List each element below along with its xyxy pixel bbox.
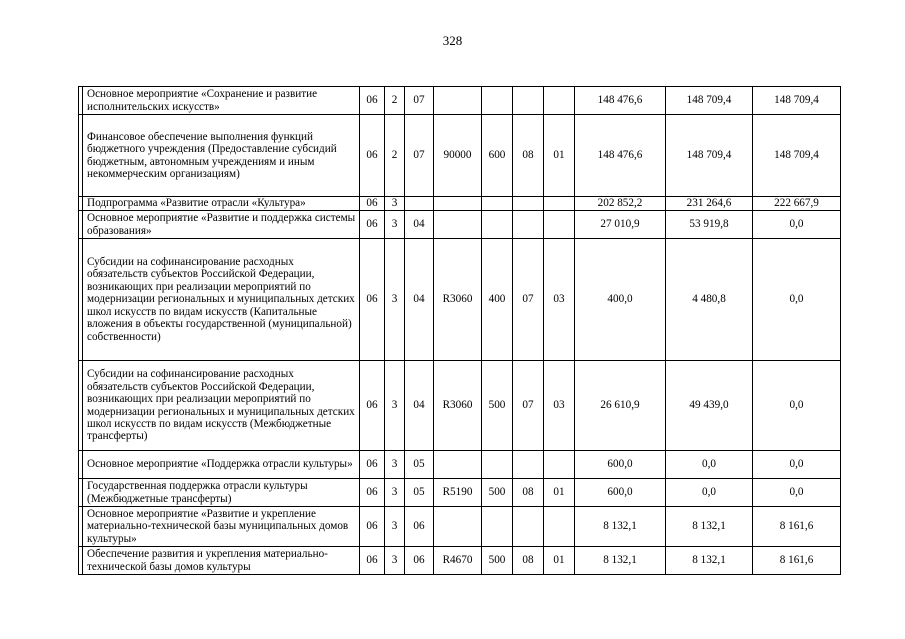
amount-year-1: 148 476,6: [575, 115, 666, 197]
code-expense-type: [482, 87, 513, 115]
code-section: [513, 507, 544, 547]
code-direction: [434, 451, 482, 479]
code-subsection: [544, 211, 575, 239]
code-chapter: 06: [360, 115, 385, 197]
item-name: Финансовое обеспечение выполнения функций бюджетного учреждения (Предоставление субсидий бюджетным, автономным учреждениям и иным некоммерческим организациям): [83, 115, 360, 197]
code-section: [513, 197, 544, 211]
amount-year-3: 8 161,6: [753, 507, 841, 547]
code-subprogram: 3: [385, 547, 405, 575]
code-subsection: 03: [544, 361, 575, 451]
item-name: Основное мероприятие «Развитие и поддержка системы образования»: [83, 211, 360, 239]
amount-year-3: 0,0: [753, 361, 841, 451]
code-subsection: [544, 197, 575, 211]
code-chapter: 06: [360, 547, 385, 575]
code-subsection: [544, 451, 575, 479]
table-row: [79, 361, 841, 451]
code-expense-type: 500: [482, 479, 513, 507]
code-chapter: 06: [360, 507, 385, 547]
amount-year-1: 26 610,9: [575, 361, 666, 451]
amount-year-2: 8 132,1: [666, 507, 753, 547]
amount-year-2: 231 264,6: [666, 197, 753, 211]
amount-year-3: 0,0: [753, 451, 841, 479]
item-name: Подпрограмма «Развитие отрасли «Культура»: [83, 197, 360, 211]
code-subprogram: 3: [385, 211, 405, 239]
code-activity: [405, 197, 434, 211]
code-section: 08: [513, 479, 544, 507]
amount-year-1: 27 010,9: [575, 211, 666, 239]
code-expense-type: [482, 211, 513, 239]
code-section: 08: [513, 547, 544, 575]
item-name: Основное мероприятие «Поддержка отрасли культуры»: [83, 451, 360, 479]
code-direction: R3060: [434, 361, 482, 451]
amount-year-1: 400,0: [575, 239, 666, 361]
table-row: [79, 547, 841, 575]
code-subprogram: 3: [385, 239, 405, 361]
table-row: [79, 197, 841, 211]
code-direction: [434, 197, 482, 211]
code-subprogram: 3: [385, 479, 405, 507]
amount-year-2: 0,0: [666, 451, 753, 479]
code-section: [513, 87, 544, 115]
code-subprogram: 3: [385, 197, 405, 211]
code-direction: [434, 211, 482, 239]
amount-year-1: 8 132,1: [575, 547, 666, 575]
amount-year-3: 0,0: [753, 211, 841, 239]
code-expense-type: [482, 197, 513, 211]
amount-year-3: 0,0: [753, 479, 841, 507]
code-direction: [434, 507, 482, 547]
amount-year-3: 0,0: [753, 239, 841, 361]
code-section: 08: [513, 115, 544, 197]
code-subsection: [544, 507, 575, 547]
amount-year-2: 8 132,1: [666, 547, 753, 575]
budget-table: [78, 86, 841, 575]
amount-year-3: 148 709,4: [753, 87, 841, 115]
code-activity: 04: [405, 211, 434, 239]
amount-year-2: 148 709,4: [666, 115, 753, 197]
table-row: [79, 507, 841, 547]
item-name: Основное мероприятие «Развитие и укрепление материально-технической базы муниципальных домов культуры»: [83, 507, 360, 547]
amount-year-1: 202 852,2: [575, 197, 666, 211]
amount-year-2: 53 919,8: [666, 211, 753, 239]
code-direction: 90000: [434, 115, 482, 197]
item-name: Обеспечение развития и укрепления материально-технической базы домов культуры: [83, 547, 360, 575]
code-subsection: [544, 87, 575, 115]
code-expense-type: [482, 451, 513, 479]
code-activity: 04: [405, 361, 434, 451]
amount-year-1: 600,0: [575, 479, 666, 507]
code-expense-type: 500: [482, 547, 513, 575]
table-row: [79, 115, 841, 197]
code-activity: 07: [405, 87, 434, 115]
code-chapter: 06: [360, 197, 385, 211]
code-chapter: 06: [360, 361, 385, 451]
table-row: [79, 479, 841, 507]
item-name: Государственная поддержка отрасли культуры (Межбюджетные трансферты): [83, 479, 360, 507]
code-section: 07: [513, 361, 544, 451]
amount-year-1: 600,0: [575, 451, 666, 479]
code-subsection: 01: [544, 547, 575, 575]
code-activity: 06: [405, 507, 434, 547]
code-chapter: 06: [360, 451, 385, 479]
table-row: [79, 239, 841, 361]
code-direction: R3060: [434, 239, 482, 361]
code-activity: 07: [405, 115, 434, 197]
code-expense-type: 600: [482, 115, 513, 197]
amount-year-3: 8 161,6: [753, 547, 841, 575]
item-name: Субсидии на софинансирование расходных обязательств субъектов Российской Федерации, возникающих при реализации мероприятий по модернизации региональных и муниципальных детских школ искусств по видам искусств (Капитальные вложения в объекты государственной (муниципальной) собственности): [83, 239, 360, 361]
code-activity: 06: [405, 547, 434, 575]
code-section: 07: [513, 239, 544, 361]
code-chapter: 06: [360, 211, 385, 239]
code-chapter: 06: [360, 479, 385, 507]
amount-year-2: 0,0: [666, 479, 753, 507]
table-row: [79, 211, 841, 239]
amount-year-1: 148 476,6: [575, 87, 666, 115]
code-activity: 05: [405, 451, 434, 479]
item-name: Основное мероприятие «Сохранение и развитие исполнительских искусств»: [83, 87, 360, 115]
page-number: 328: [442, 33, 463, 48]
amount-year-3: 148 709,4: [753, 115, 841, 197]
code-direction: [434, 87, 482, 115]
code-subprogram: 2: [385, 87, 405, 115]
amount-year-2: 49 439,0: [666, 361, 753, 451]
table-row: [79, 451, 841, 479]
amount-year-3: 222 667,9: [753, 197, 841, 211]
code-direction: R5190: [434, 479, 482, 507]
code-subprogram: 3: [385, 451, 405, 479]
code-subsection: 01: [544, 479, 575, 507]
code-chapter: 06: [360, 87, 385, 115]
amount-year-1: 8 132,1: [575, 507, 666, 547]
code-section: [513, 211, 544, 239]
table-row: [79, 87, 841, 115]
code-activity: 05: [405, 479, 434, 507]
code-subprogram: 2: [385, 115, 405, 197]
code-direction: R4670: [434, 547, 482, 575]
item-name: Субсидии на софинансирование расходных обязательств субъектов Российской Федерации, возникающих при реализации мероприятий по модернизации региональных и муниципальных детских школ искусств по видам искусств (Межбюджетные трансферты): [83, 361, 360, 451]
code-section: [513, 451, 544, 479]
code-subprogram: 3: [385, 361, 405, 451]
code-activity: 04: [405, 239, 434, 361]
code-subsection: 03: [544, 239, 575, 361]
code-subprogram: 3: [385, 507, 405, 547]
code-subsection: 01: [544, 115, 575, 197]
amount-year-2: 148 709,4: [666, 87, 753, 115]
code-chapter: 06: [360, 239, 385, 361]
code-expense-type: 500: [482, 361, 513, 451]
code-expense-type: [482, 507, 513, 547]
amount-year-2: 4 480,8: [666, 239, 753, 361]
code-expense-type: 400: [482, 239, 513, 361]
